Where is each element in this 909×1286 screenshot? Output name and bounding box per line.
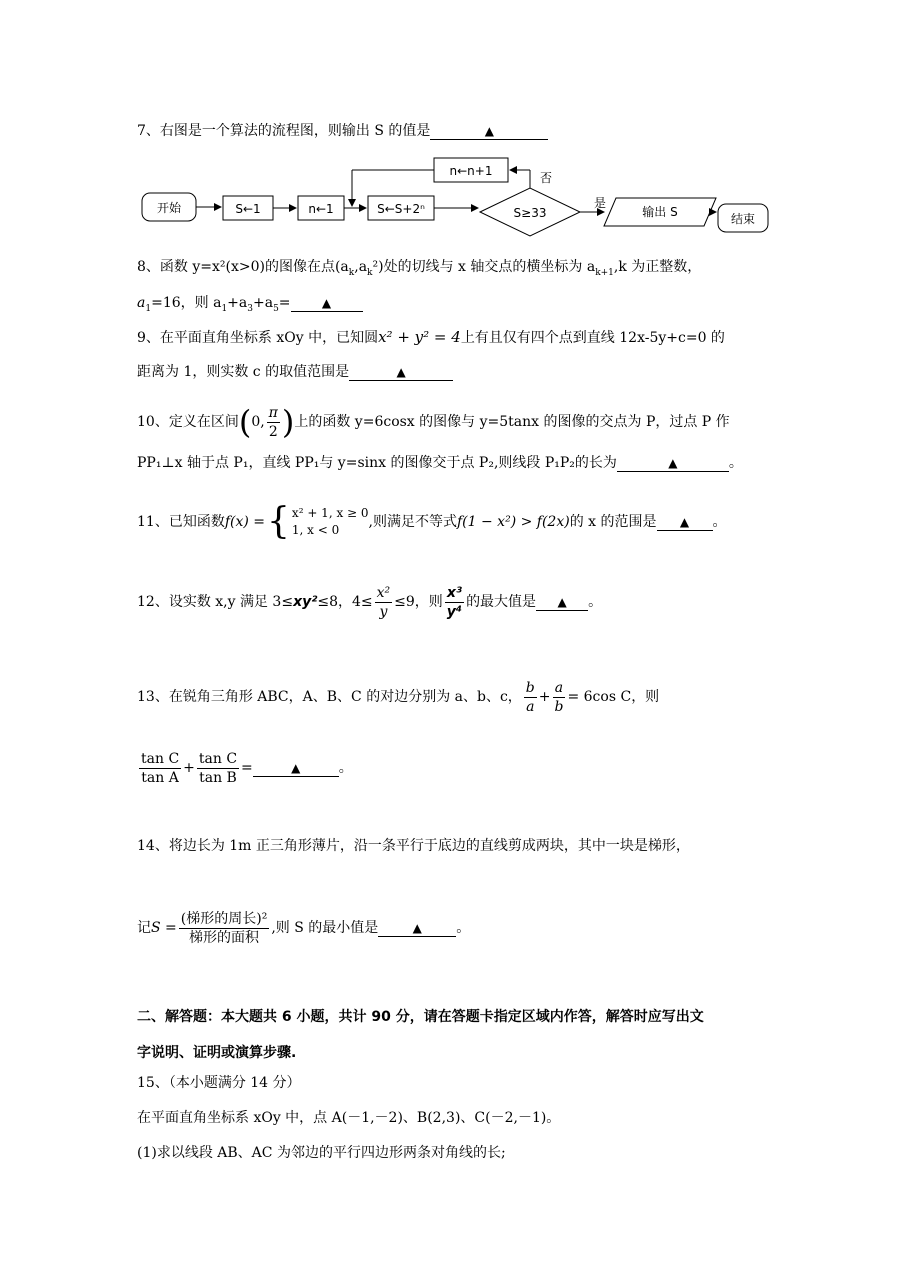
flow-no-label: 否	[540, 171, 553, 185]
frac-num: tan C	[141, 750, 180, 767]
triangle-icon: ▲	[412, 921, 422, 935]
q11-text: 11、已知函数	[137, 514, 225, 530]
q15-line-2: (1)求以线段 AB、AC 为邻边的平行四边形两条对角线的长;	[137, 1145, 506, 1161]
q9-circle-equation: x² + y² = 4	[378, 328, 461, 346]
frac-den: y	[379, 603, 388, 620]
q8-text-a: 8、函数 y=x²(x>0)的图像在点(a	[137, 259, 349, 275]
q14-frac	[179, 910, 270, 947]
q9-text: 距离为 1，则实数 c 的取值范围是	[137, 364, 350, 380]
q12-frac-1	[375, 584, 393, 621]
frac-num: x³	[445, 584, 464, 603]
q8-text: =16，则 a	[151, 295, 222, 311]
q8-line-1	[137, 257, 701, 283]
q9-line-1	[137, 327, 725, 348]
q11-case: 1, x < 0	[291, 523, 340, 537]
q13-frac-b-a	[524, 679, 537, 716]
q8-text-d: ,k 为正整数，	[613, 259, 702, 275]
q15-header: 15、（本小题满分 14 分）	[137, 1075, 301, 1091]
q8-text: a	[137, 295, 146, 311]
q14-s-eq: S =	[151, 920, 177, 936]
q8-sub: k	[367, 267, 373, 278]
q14-text: 14、将边长为 1m 正三角形薄片，沿一条平行于底边的直线剪成两块，其中一块是梯形，	[137, 838, 690, 854]
frac-den: tan B	[199, 769, 237, 786]
flow-output-label: 输出 S	[642, 205, 678, 219]
q13-frac-tan-a	[139, 750, 181, 787]
q13-line-2	[137, 746, 353, 790]
q8-sub: 3	[247, 303, 253, 314]
frac-num: x²	[376, 584, 391, 601]
q10-answer-blank[interactable]	[617, 455, 729, 472]
right-paren: )	[281, 403, 295, 441]
q8-sub: k	[348, 267, 355, 278]
q13-frac-a-b	[553, 679, 566, 716]
q12-answer-blank[interactable]	[536, 594, 588, 611]
q14-text: ,则 S 的最小值是	[271, 920, 379, 936]
q10-text: 10、定义在区间	[137, 414, 239, 430]
q13-eq: =	[241, 760, 253, 776]
q11-fx: f(x) =	[224, 514, 266, 530]
q11-end: 。	[712, 514, 727, 530]
frac-den: b	[554, 698, 564, 715]
flow-start-label: 开始	[156, 201, 182, 215]
q8-answer-blank[interactable]	[291, 295, 363, 312]
flow-yes-label: 是	[594, 196, 607, 210]
frac-num: tan C	[198, 750, 238, 767]
q7-answer-blank[interactable]	[430, 123, 548, 140]
flow-condition-label: S≥33	[513, 206, 547, 220]
q8-sub: 1	[221, 303, 228, 314]
q13-line-1	[137, 675, 659, 719]
q13-text: 13、在锐角三角形 ABC，A、B、C 的对边分别为 a、b、c，	[137, 689, 522, 705]
q10-interval: 0,	[251, 414, 265, 430]
flow-s-init-label: S←1	[235, 202, 261, 216]
q11-text: 的 x 的范围是	[569, 514, 657, 530]
q9-text: 9、在平面直角坐标系 xOy 中，已知圆	[137, 330, 379, 346]
frac-den: 梯形的面积	[189, 929, 260, 946]
frac-den: y⁴	[446, 603, 463, 620]
q8-sub: k+1	[595, 267, 614, 278]
section2-heading-1: 二、解答题：本大题共 6 小题，共计 90 分，请在答题卡指定区域内作答，解答时应写出文	[137, 1009, 704, 1025]
frac-den: a	[526, 698, 535, 715]
q14-text: 记	[137, 920, 151, 936]
q9-answer-blank[interactable]	[349, 364, 453, 381]
q12-xy2: xy²	[293, 594, 318, 610]
triangle-icon: ▲	[291, 761, 301, 775]
q11-inequality: f(1 − x²) > f(2x)	[457, 514, 570, 530]
q14-end: 。	[456, 920, 471, 936]
q10-line-2	[137, 453, 743, 473]
q13-text: ，则	[631, 689, 660, 705]
flow-update-s-label: S←S+2ⁿ	[377, 202, 425, 216]
algorithm-flowchart	[138, 152, 773, 242]
q7-text: 7、右图是一个算法的流程图，则输出 S 的值是	[137, 123, 431, 139]
q8-sub: 1	[145, 303, 152, 314]
brace-icon: {	[267, 501, 290, 542]
q9-line-2	[137, 362, 453, 382]
q13-end: 。	[338, 760, 353, 776]
q10-text: 上的函数 y=6cosx 的图像与 y=5tanx 的图像的交点为 P，过点 P 作	[294, 414, 730, 430]
pi-over-2	[267, 404, 280, 441]
q8-line-2	[137, 293, 363, 319]
q10-line-1	[137, 402, 730, 442]
q15-line-1: 在平面直角坐标系 xOy 中，点 A(－1,－2)、B(2,3)、C(－2,－1)。	[137, 1110, 561, 1126]
triangle-icon: ▲	[668, 456, 678, 470]
frac-den: tan A	[141, 769, 179, 786]
flow-end-label: 结束	[730, 212, 756, 226]
q8-sub: 5	[273, 303, 279, 314]
q8-text-c: ²)处的切线与 x 轴交点的横坐标为 a	[372, 259, 596, 275]
q12-text: 12、设实数 x,y 满足 3≤	[137, 594, 294, 610]
frac-den: 2	[268, 423, 278, 440]
q11-piecewise	[265, 501, 369, 542]
q14-line-2	[137, 906, 470, 950]
q11-line	[137, 500, 727, 544]
q9-text: 上有且仅有四个点到直线 12x-5y+c=0 的	[460, 330, 725, 346]
triangle-icon: ▲	[679, 515, 690, 529]
q8-text: =	[278, 295, 291, 311]
q12-end: 。	[588, 594, 603, 610]
q12-line	[137, 580, 602, 624]
q10-end: 。	[728, 455, 743, 471]
frac-num: π	[268, 404, 278, 421]
q8-text: +a	[252, 295, 274, 311]
triangle-icon: ▲	[396, 365, 406, 379]
q12-frac-2	[445, 584, 464, 621]
triangle-icon: ▲	[484, 124, 495, 138]
q8-text-b: ,a	[354, 259, 368, 275]
q11-text: ,则满足不等式	[368, 514, 457, 530]
q13-rhs: = 6cos C	[567, 689, 632, 705]
left-paren: (	[238, 403, 252, 441]
q13-plus: +	[538, 689, 551, 705]
frac-num: a	[553, 679, 566, 698]
q11-case: x² + 1, x ≥ 0	[291, 506, 369, 520]
section2-heading-2: 字说明、证明或演算步骤.	[137, 1045, 297, 1061]
flow-n-init-label: n←1	[308, 202, 334, 216]
triangle-icon: ▲	[321, 296, 332, 310]
frac-num: (梯形的周长)²	[180, 910, 268, 927]
q7-line	[137, 121, 548, 141]
q13-answer-blank[interactable]	[253, 760, 339, 777]
q13-plus: +	[183, 760, 195, 776]
triangle-icon: ▲	[557, 595, 567, 609]
frac-num: b	[525, 679, 535, 696]
q12-text: 的最大值是	[466, 594, 537, 610]
q11-answer-blank[interactable]	[657, 514, 713, 531]
q14-line-1	[137, 836, 690, 856]
q14-answer-blank[interactable]	[378, 920, 456, 937]
flow-increment-label: n←n+1	[449, 164, 493, 178]
q10-text: PP₁⊥x 轴于点 P₁，直线 PP₁与 y=sinx 的图像交于点 P₂,则线段 P₁P₂的长为	[137, 455, 617, 471]
q13-frac-tan-b	[197, 750, 239, 787]
q12-text: ≤9，则	[394, 594, 443, 610]
q8-text: +a	[227, 295, 248, 311]
q12-text: ≤8，4≤	[317, 594, 373, 610]
